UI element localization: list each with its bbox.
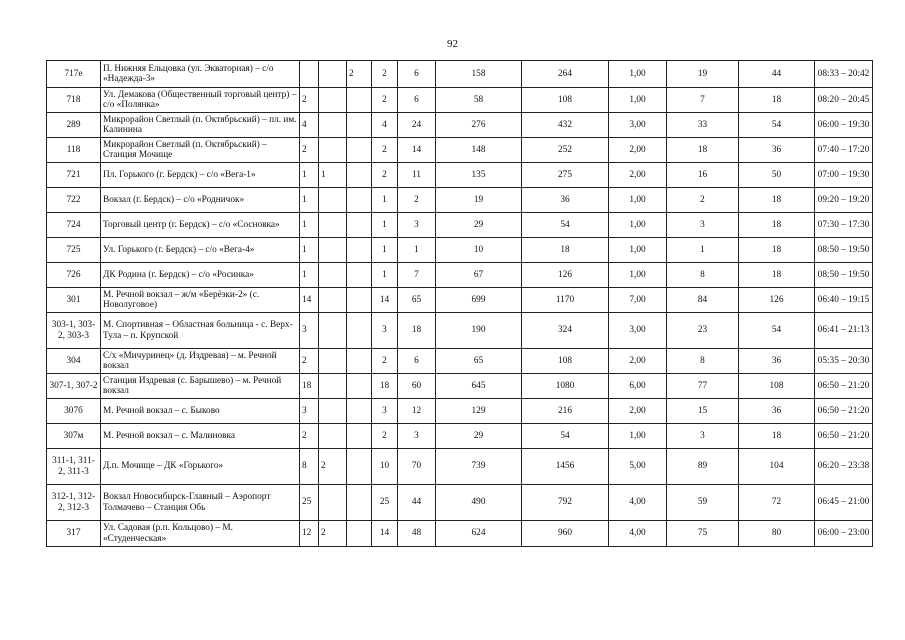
- large-class-count-cell: [347, 188, 372, 213]
- value-cell-6: 23: [667, 313, 739, 349]
- route-number-cell: 312-1, 312-2, 312-3: [47, 485, 101, 521]
- value-cell-7: 72: [739, 485, 815, 521]
- table-row: [47, 88, 873, 113]
- operating-hours-cell: 06:20 – 23:38: [815, 449, 873, 485]
- medium-class-count-cell: 2: [319, 521, 347, 547]
- large-class-count-cell: [347, 163, 372, 188]
- route-name-cell: Микрорайон Светлый (п. Октябрьский) – Станция Мочище: [101, 138, 300, 163]
- route-length-cell: 3: [398, 424, 436, 449]
- route-name-cell: П. Нижняя Ельцовка (ул. Экваторная) – с/о «Надежда-3»: [101, 61, 300, 88]
- page-number: 92: [447, 38, 458, 50]
- table-row: [47, 424, 873, 449]
- value-cell-7: 80: [739, 521, 815, 547]
- value-cell-6: 8: [667, 349, 739, 374]
- large-class-count-cell: [347, 374, 372, 399]
- route-number-cell: 307б: [47, 399, 101, 424]
- large-class-count-cell: [347, 313, 372, 349]
- small-class-count-cell: 3: [300, 313, 319, 349]
- route-number-cell: 304: [47, 349, 101, 374]
- route-number-cell: 289: [47, 113, 101, 138]
- operating-hours-cell: 08:50 – 19:50: [815, 263, 873, 288]
- total-vehicles-cell: 1: [372, 188, 398, 213]
- value-cell-3: 490: [436, 485, 522, 521]
- route-number-cell: 118: [47, 138, 101, 163]
- large-class-count-cell: [347, 263, 372, 288]
- small-class-count-cell: 4: [300, 113, 319, 138]
- small-class-count-cell: 1: [300, 188, 319, 213]
- value-cell-6: 84: [667, 288, 739, 313]
- total-vehicles-cell: 1: [372, 213, 398, 238]
- operating-hours-cell: 09:20 – 19:20: [815, 188, 873, 213]
- large-class-count-cell: 2: [347, 61, 372, 88]
- medium-class-count-cell: [319, 188, 347, 213]
- table-row: [47, 213, 873, 238]
- value-cell-6: 59: [667, 485, 739, 521]
- small-class-count-cell: 25: [300, 485, 319, 521]
- total-vehicles-cell: 14: [372, 521, 398, 547]
- value-cell-5: 2,00: [609, 399, 667, 424]
- table-row: [47, 163, 873, 188]
- value-cell-4: 216: [522, 399, 609, 424]
- value-cell-5: 1,00: [609, 88, 667, 113]
- medium-class-count-cell: [319, 138, 347, 163]
- small-class-count-cell: 2: [300, 88, 319, 113]
- route-length-cell: 65: [398, 288, 436, 313]
- large-class-count-cell: [347, 449, 372, 485]
- route-number-cell: 307-1, 307-2: [47, 374, 101, 399]
- route-name-cell: С/х «Мичуринец» (д. Издревая) – м. Речной вокзал: [101, 349, 300, 374]
- value-cell-7: 18: [739, 188, 815, 213]
- value-cell-3: 148: [436, 138, 522, 163]
- value-cell-5: 1,00: [609, 263, 667, 288]
- large-class-count-cell: [347, 113, 372, 138]
- table-row: [47, 349, 873, 374]
- route-length-cell: 14: [398, 138, 436, 163]
- table-row: [47, 113, 873, 138]
- table-row: [47, 374, 873, 399]
- table-row: [47, 313, 873, 349]
- value-cell-7: 50: [739, 163, 815, 188]
- value-cell-6: 1: [667, 238, 739, 263]
- value-cell-7: 104: [739, 449, 815, 485]
- medium-class-count-cell: [319, 349, 347, 374]
- route-length-cell: 3: [398, 213, 436, 238]
- medium-class-count-cell: [319, 113, 347, 138]
- medium-class-count-cell: [319, 263, 347, 288]
- medium-class-count-cell: [319, 61, 347, 88]
- value-cell-4: 126: [522, 263, 609, 288]
- value-cell-4: 1456: [522, 449, 609, 485]
- operating-hours-cell: 06:00 – 19:30: [815, 113, 873, 138]
- small-class-count-cell: 8: [300, 449, 319, 485]
- total-vehicles-cell: 2: [372, 424, 398, 449]
- route-length-cell: 7: [398, 263, 436, 288]
- total-vehicles-cell: 2: [372, 163, 398, 188]
- value-cell-3: 58: [436, 88, 522, 113]
- value-cell-5: 6,00: [609, 374, 667, 399]
- route-number-cell: 317: [47, 521, 101, 547]
- route-name-cell: М. Речной вокзал – ж/м «Берёзки-2» (с. Новолуговое): [101, 288, 300, 313]
- table-row: [47, 138, 873, 163]
- total-vehicles-cell: 18: [372, 374, 398, 399]
- route-number-cell: 724: [47, 213, 101, 238]
- route-number-cell: 725: [47, 238, 101, 263]
- small-class-count-cell: 14: [300, 288, 319, 313]
- value-cell-7: 36: [739, 138, 815, 163]
- value-cell-4: 432: [522, 113, 609, 138]
- value-cell-6: 3: [667, 424, 739, 449]
- medium-class-count-cell: [319, 288, 347, 313]
- medium-class-count-cell: 1: [319, 163, 347, 188]
- route-number-cell: 311-1, 311-2, 311-3: [47, 449, 101, 485]
- total-vehicles-cell: 2: [372, 349, 398, 374]
- value-cell-5: 4,00: [609, 485, 667, 521]
- route-number-cell: 717е: [47, 61, 101, 88]
- operating-hours-cell: 06:00 – 23:00: [815, 521, 873, 547]
- value-cell-5: 3,00: [609, 313, 667, 349]
- route-name-cell: Станция Издревая (с. Барышево) – м. Речной вокзал: [101, 374, 300, 399]
- route-length-cell: 24: [398, 113, 436, 138]
- table-row: [47, 263, 873, 288]
- value-cell-5: 5,00: [609, 449, 667, 485]
- value-cell-7: 36: [739, 399, 815, 424]
- total-vehicles-cell: 2: [372, 88, 398, 113]
- route-name-cell: Д.п. Мочище – ДК «Горького»: [101, 449, 300, 485]
- value-cell-6: 33: [667, 113, 739, 138]
- value-cell-4: 1170: [522, 288, 609, 313]
- value-cell-3: 645: [436, 374, 522, 399]
- value-cell-7: 36: [739, 349, 815, 374]
- value-cell-5: 2,00: [609, 163, 667, 188]
- value-cell-7: 126: [739, 288, 815, 313]
- table-row: [47, 485, 873, 521]
- value-cell-7: 54: [739, 113, 815, 138]
- table-row: [47, 521, 873, 547]
- value-cell-4: 18: [522, 238, 609, 263]
- value-cell-5: 1,00: [609, 61, 667, 88]
- routes-table: [46, 60, 873, 547]
- value-cell-6: 16: [667, 163, 739, 188]
- route-name-cell: Вокзал (г. Бердск) – с/о «Родничок»: [101, 188, 300, 213]
- table-row: [47, 288, 873, 313]
- value-cell-5: 1,00: [609, 424, 667, 449]
- table-row: [47, 188, 873, 213]
- value-cell-7: 18: [739, 213, 815, 238]
- medium-class-count-cell: [319, 485, 347, 521]
- small-class-count-cell: 2: [300, 138, 319, 163]
- value-cell-3: 67: [436, 263, 522, 288]
- small-class-count-cell: 1: [300, 238, 319, 263]
- value-cell-6: 2: [667, 188, 739, 213]
- value-cell-5: 1,00: [609, 238, 667, 263]
- total-vehicles-cell: 25: [372, 485, 398, 521]
- value-cell-7: 18: [739, 88, 815, 113]
- medium-class-count-cell: [319, 313, 347, 349]
- route-number-cell: 722: [47, 188, 101, 213]
- medium-class-count-cell: [319, 399, 347, 424]
- value-cell-4: 108: [522, 88, 609, 113]
- total-vehicles-cell: 10: [372, 449, 398, 485]
- route-number-cell: 303-1, 303-2, 303-3: [47, 313, 101, 349]
- value-cell-3: 276: [436, 113, 522, 138]
- value-cell-6: 89: [667, 449, 739, 485]
- operating-hours-cell: 07:40 – 17:20: [815, 138, 873, 163]
- value-cell-3: 699: [436, 288, 522, 313]
- value-cell-5: 2,00: [609, 138, 667, 163]
- value-cell-5: 2,00: [609, 349, 667, 374]
- value-cell-4: 792: [522, 485, 609, 521]
- small-class-count-cell: [300, 61, 319, 88]
- table-row: [47, 449, 873, 485]
- total-vehicles-cell: 1: [372, 263, 398, 288]
- value-cell-3: 135: [436, 163, 522, 188]
- total-vehicles-cell: 3: [372, 313, 398, 349]
- total-vehicles-cell: 1: [372, 238, 398, 263]
- route-length-cell: 60: [398, 374, 436, 399]
- large-class-count-cell: [347, 288, 372, 313]
- route-length-cell: 12: [398, 399, 436, 424]
- route-length-cell: 6: [398, 349, 436, 374]
- value-cell-6: 7: [667, 88, 739, 113]
- small-class-count-cell: 3: [300, 399, 319, 424]
- value-cell-3: 10: [436, 238, 522, 263]
- route-number-cell: 721: [47, 163, 101, 188]
- table-row: [47, 238, 873, 263]
- operating-hours-cell: 06:40 – 19:15: [815, 288, 873, 313]
- small-class-count-cell: 1: [300, 163, 319, 188]
- large-class-count-cell: [347, 88, 372, 113]
- medium-class-count-cell: [319, 238, 347, 263]
- route-number-cell: 301: [47, 288, 101, 313]
- route-number-cell: 726: [47, 263, 101, 288]
- route-number-cell: 718: [47, 88, 101, 113]
- value-cell-6: 18: [667, 138, 739, 163]
- value-cell-3: 65: [436, 349, 522, 374]
- route-name-cell: Ул. Садовая (р.п. Кольцово) – М. «Студенческая»: [101, 521, 300, 547]
- value-cell-4: 252: [522, 138, 609, 163]
- value-cell-3: 129: [436, 399, 522, 424]
- total-vehicles-cell: 3: [372, 399, 398, 424]
- operating-hours-cell: 06:41 – 21:13: [815, 313, 873, 349]
- large-class-count-cell: [347, 213, 372, 238]
- operating-hours-cell: 08:33 – 20:42: [815, 61, 873, 88]
- total-vehicles-cell: 2: [372, 138, 398, 163]
- value-cell-4: 960: [522, 521, 609, 547]
- route-length-cell: 18: [398, 313, 436, 349]
- small-class-count-cell: 1: [300, 213, 319, 238]
- route-name-cell: М. Речной вокзал – с. Малиновка: [101, 424, 300, 449]
- small-class-count-cell: 2: [300, 349, 319, 374]
- table-body: [47, 61, 873, 547]
- medium-class-count-cell: [319, 424, 347, 449]
- route-length-cell: 48: [398, 521, 436, 547]
- route-length-cell: 2: [398, 188, 436, 213]
- value-cell-7: 18: [739, 424, 815, 449]
- route-name-cell: ДК Родина (г. Бердск) – с/о «Росинка»: [101, 263, 300, 288]
- small-class-count-cell: 1: [300, 263, 319, 288]
- route-name-cell: М. Спортивная – Областная больница - с. Верх-Тула – п. Крупской: [101, 313, 300, 349]
- route-name-cell: Ул. Горького (г. Бердск) – с/о «Вега-4»: [101, 238, 300, 263]
- large-class-count-cell: [347, 424, 372, 449]
- route-name-cell: Торговый центр (г. Бердск) – с/о «Сосновка»: [101, 213, 300, 238]
- value-cell-4: 54: [522, 424, 609, 449]
- large-class-count-cell: [347, 399, 372, 424]
- route-name-cell: М. Речной вокзал – с. Быково: [101, 399, 300, 424]
- total-vehicles-cell: 4: [372, 113, 398, 138]
- value-cell-4: 54: [522, 213, 609, 238]
- value-cell-6: 75: [667, 521, 739, 547]
- value-cell-3: 190: [436, 313, 522, 349]
- value-cell-7: 54: [739, 313, 815, 349]
- value-cell-4: 1080: [522, 374, 609, 399]
- operating-hours-cell: 08:20 – 20:45: [815, 88, 873, 113]
- value-cell-7: 108: [739, 374, 815, 399]
- route-name-cell: Вокзал Новосибирск-Главный – Аэропорт Толмачево – Станция Обь: [101, 485, 300, 521]
- operating-hours-cell: 06:50 – 21:20: [815, 424, 873, 449]
- route-length-cell: 6: [398, 88, 436, 113]
- route-length-cell: 70: [398, 449, 436, 485]
- value-cell-5: 4,00: [609, 521, 667, 547]
- value-cell-3: 158: [436, 61, 522, 88]
- value-cell-4: 324: [522, 313, 609, 349]
- value-cell-7: 18: [739, 263, 815, 288]
- small-class-count-cell: 18: [300, 374, 319, 399]
- value-cell-4: 275: [522, 163, 609, 188]
- table-row: [47, 399, 873, 424]
- value-cell-7: 18: [739, 238, 815, 263]
- operating-hours-cell: 05:35 – 20:30: [815, 349, 873, 374]
- large-class-count-cell: [347, 238, 372, 263]
- medium-class-count-cell: [319, 374, 347, 399]
- route-name-cell: Микрорайон Светлый (п. Октябрьский) – пл. им. Калинина: [101, 113, 300, 138]
- value-cell-6: 3: [667, 213, 739, 238]
- operating-hours-cell: 06:45 – 21:00: [815, 485, 873, 521]
- value-cell-3: 29: [436, 213, 522, 238]
- route-length-cell: 44: [398, 485, 436, 521]
- value-cell-6: 8: [667, 263, 739, 288]
- operating-hours-cell: 08:50 – 19:50: [815, 238, 873, 263]
- value-cell-6: 15: [667, 399, 739, 424]
- large-class-count-cell: [347, 349, 372, 374]
- value-cell-5: 7,00: [609, 288, 667, 313]
- route-length-cell: 11: [398, 163, 436, 188]
- operating-hours-cell: 06:50 – 21:20: [815, 374, 873, 399]
- route-name-cell: Ул. Демакова (Общественный торговый центр) – с/о «Полянка»: [101, 88, 300, 113]
- medium-class-count-cell: [319, 88, 347, 113]
- large-class-count-cell: [347, 138, 372, 163]
- large-class-count-cell: [347, 485, 372, 521]
- route-name-cell: Пл. Горького (г. Бердск) – с/о «Вега-1»: [101, 163, 300, 188]
- value-cell-4: 108: [522, 349, 609, 374]
- small-class-count-cell: 2: [300, 424, 319, 449]
- operating-hours-cell: 07:00 – 19:30: [815, 163, 873, 188]
- value-cell-7: 44: [739, 61, 815, 88]
- medium-class-count-cell: [319, 213, 347, 238]
- total-vehicles-cell: 14: [372, 288, 398, 313]
- route-length-cell: 6: [398, 61, 436, 88]
- value-cell-3: 624: [436, 521, 522, 547]
- table-row: [47, 61, 873, 88]
- route-length-cell: 1: [398, 238, 436, 263]
- value-cell-5: 3,00: [609, 113, 667, 138]
- value-cell-4: 264: [522, 61, 609, 88]
- value-cell-4: 36: [522, 188, 609, 213]
- value-cell-3: 739: [436, 449, 522, 485]
- medium-class-count-cell: 2: [319, 449, 347, 485]
- operating-hours-cell: 07:30 – 17:30: [815, 213, 873, 238]
- value-cell-3: 29: [436, 424, 522, 449]
- total-vehicles-cell: 2: [372, 61, 398, 88]
- value-cell-6: 19: [667, 61, 739, 88]
- operating-hours-cell: 06:50 – 21:20: [815, 399, 873, 424]
- route-number-cell: 307м: [47, 424, 101, 449]
- value-cell-5: 1,00: [609, 188, 667, 213]
- small-class-count-cell: 12: [300, 521, 319, 547]
- large-class-count-cell: [347, 521, 372, 547]
- value-cell-6: 77: [667, 374, 739, 399]
- value-cell-5: 1,00: [609, 213, 667, 238]
- value-cell-3: 19: [436, 188, 522, 213]
